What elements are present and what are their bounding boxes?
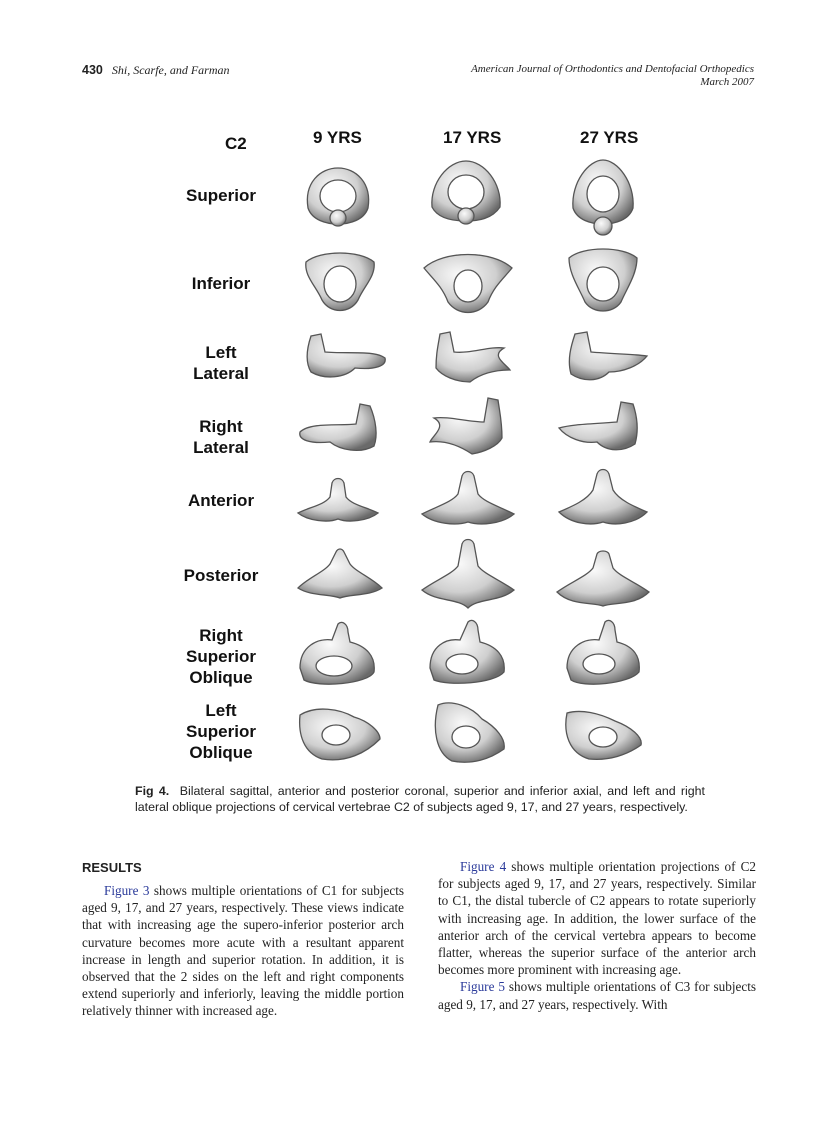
figure-5-link[interactable]: Figure 5: [460, 979, 505, 995]
paragraph: Figure 3 shows multiple orientations of C1 for subjects aged 9, 17, and 27 years, respectively. These views indicate that with increasing age the supero-inferior posterior arch curvature becomes more acute with a resultant apparent increase in length and superior rotation. In addition, it is observed that the 2 sides on the left and right components extend superiorly and inferiorly, leaving the middle portion relatively thinner with increased age.: [82, 883, 404, 1019]
vertebra-projection-grid: [170, 120, 670, 770]
row-label-left-superior-oblique: Left Superior Oblique: [186, 701, 256, 762]
journal-name: American Journal of Orthodontics and Dentofacial Orthopedics: [471, 63, 754, 75]
column-header-9yrs: 9 YRS: [313, 128, 362, 147]
figure-caption: [135, 783, 705, 815]
right-column: [438, 858, 756, 1013]
caption-text: Bilateral sagittal, anterior and posterior coronal, superior and inferior axial, and left and right lateral oblique projections of cervical vertebrae C2 of subjects aged 9, 17, and 27 years, respectively.: [135, 784, 706, 814]
row-label-inferior: Inferior: [191, 274, 251, 293]
issue-date: March 2007: [700, 76, 754, 88]
running-header-right: [471, 63, 754, 89]
row-label-posterior: Posterior: [183, 566, 259, 585]
page-number: 430: [82, 63, 103, 77]
row-label-left-lateral: Left Lateral: [193, 343, 249, 383]
row-label-right-superior-oblique: Right Superior Oblique: [186, 626, 256, 687]
left-column: [82, 882, 404, 1020]
figure-4-link[interactable]: Figure 4: [460, 859, 507, 874]
row-label-right-lateral: Right Lateral: [193, 417, 249, 457]
row-label-anterior: Anterior: [187, 491, 255, 510]
column-header-17yrs: 17 YRS: [443, 128, 502, 147]
paragraph: Figure 4 shows multiple orientation projections of C2 for subjects aged 9, 17, and 27 years, respectively. Similar to C1, the distal tubercle of C2 appears to rotate superiorly with increasing age. In addition, the lower surface of the anterior arch of the cervical vertebra appears to become flatter, whereas the superior surface of the anterior arch becomes more prominent with increasing age.: [438, 859, 757, 978]
column-header-27yrs: 27 YRS: [580, 128, 639, 147]
vertebra-label: C2: [225, 134, 247, 153]
section-heading-results: RESULTS: [82, 860, 142, 875]
figure-3-link[interactable]: Figure 3: [104, 883, 150, 898]
paragraph: Figure 5 shows multiple orientations of C3 for subjects aged 9, 17, and 27 years, respectively. With: [438, 979, 756, 1012]
figure-4: [170, 120, 670, 770]
running-header-left: [82, 63, 230, 78]
caption-label: Fig 4.: [135, 784, 170, 798]
row-label-superior: Superior: [186, 186, 256, 205]
authors: Shi, Scarfe, and Farman: [111, 63, 230, 77]
